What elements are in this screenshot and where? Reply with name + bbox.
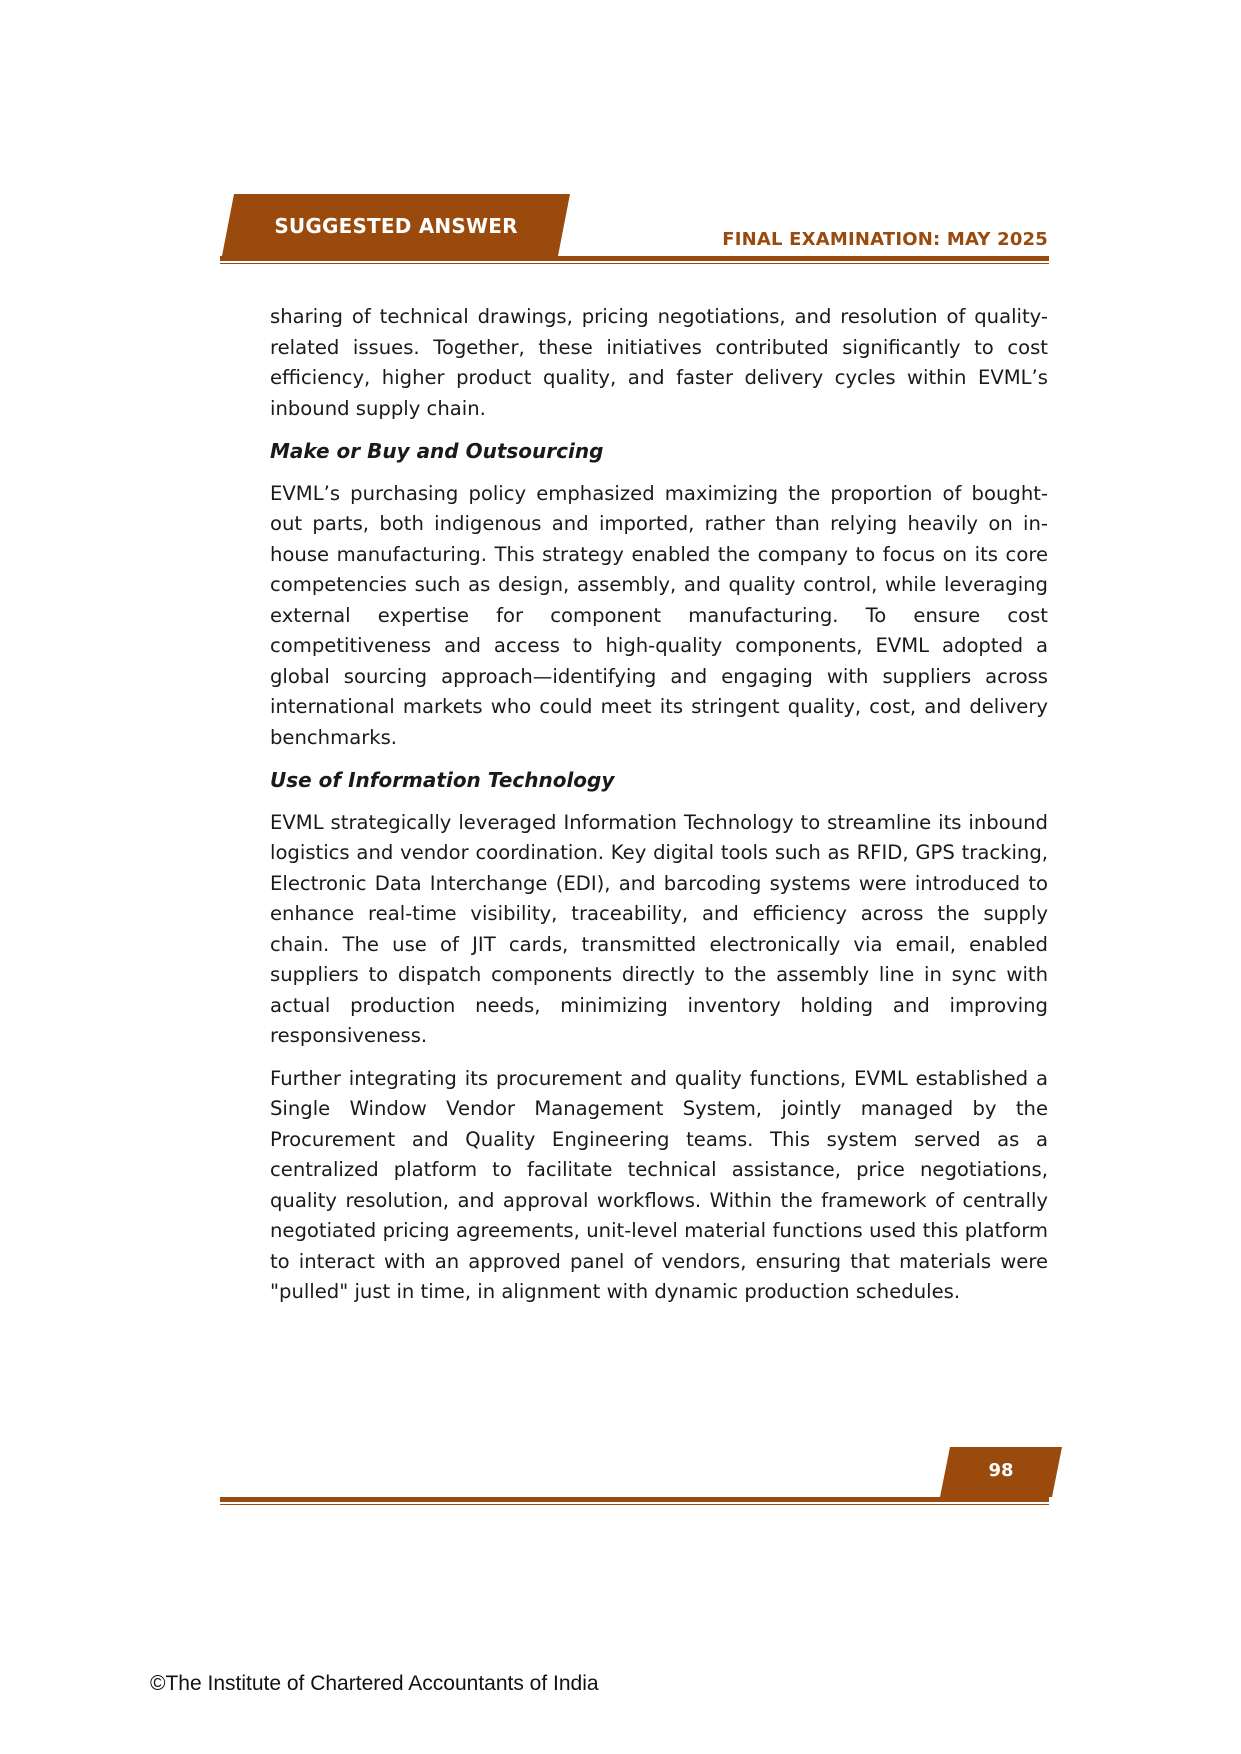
copyright-footer: ©The Institute of Chartered Accountants of India xyxy=(150,1672,599,1695)
paragraph-make-or-buy: EVML’s purchasing policy emphasized maximizing the proportion of bought-out parts, both indigenous and imported, rather than relying heavily on in-house manufacturing. This strategy enabled the company to focus on its core competencies such as design, assembly, and quality control, while leveraging external expertise for component manufacturing. To ensure cost competitiveness and access to high-quality components, EVML adopted a global sourcing approach—identifying and engaging with suppliers across international markets who could meet its stringent quality, cost, and delivery benchmarks. xyxy=(270,481,1048,749)
page-number: 98 xyxy=(988,1460,1014,1481)
paragraph-intro: sharing of technical drawings, pricing negotiations, and resolution of quality-related issues. Together, these initiatives contributed significantly to cost efficiency, higher product quality, and faster delivery cycles within EVML’s inbound supply chain. xyxy=(270,305,1048,420)
header-rule-thick xyxy=(220,256,1049,261)
paragraph-it-1: EVML strategically leveraged Information Technology to streamline its inbound logistics and vendor coordination. Key digital tools such as RFID, GPS tracking, Electronic Data Interchange (EDI), and barcoding systems were introduced to enhance real-time visibility, traceability, and efficiency across the supply chain. The use of JIT cards, transmitted electronically via email, enabled suppliers to dispatch components directly to the assembly line in sync with actual production needs, minimizing inventory holding and improving responsiveness. xyxy=(270,810,1048,1047)
paragraph-it-2: Further integrating its procurement and quality functions, EVML established a Single Window Vendor Management System, jointly managed by the Procurement and Quality Engineering teams. This system served as a centralized platform to facilitate technical assistance, price negotiations, quality resolution, and approval workflows. Within the framework of centrally negotiated pricing agreements, unit-level material functions used this platform to interact with an approved panel of vendors, ensuring that materials were "pulled" just in time, in alignment with dynamic production schedules. xyxy=(270,1066,1048,1303)
footer-rule-thick xyxy=(220,1497,1049,1502)
document-body xyxy=(270,302,1048,1320)
suggested-answer-label: SUGGESTED ANSWER xyxy=(274,214,518,238)
header-rule-thin xyxy=(220,263,1049,264)
heading-make-or-buy: Make or Buy and Outsourcing xyxy=(270,439,604,463)
heading-information-technology: Use of Information Technology xyxy=(270,768,615,792)
footer-rule-thin xyxy=(220,1504,1049,1505)
exam-title: FINAL EXAMINATION: MAY 2025 xyxy=(722,229,1048,250)
